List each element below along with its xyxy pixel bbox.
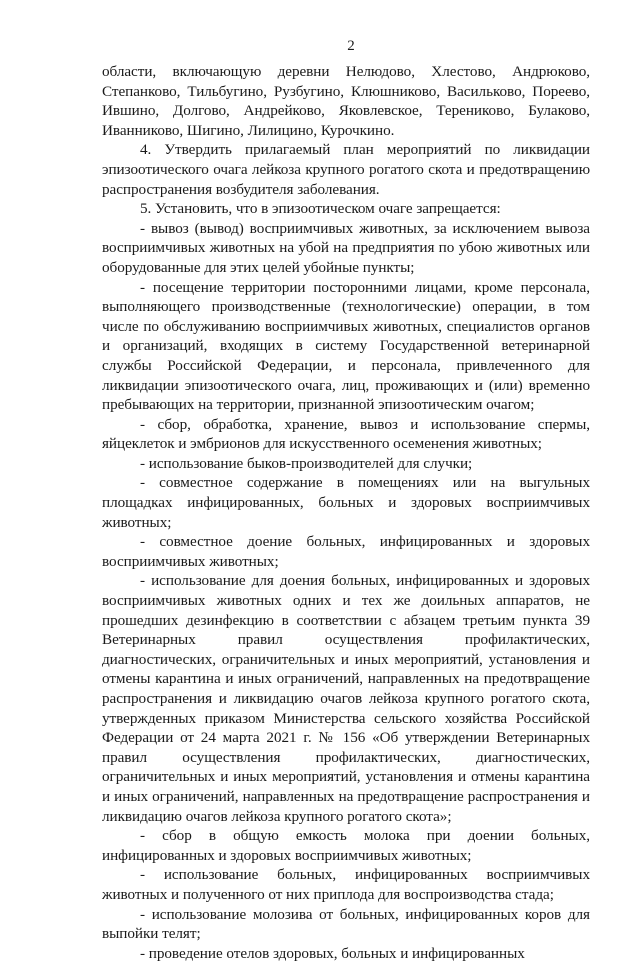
- paragraph-2: 4. Утвердить прилагаемый план мероприятий по ликвидации эпизоотического очага лейкоза крупного рогатого скота и предотвращению распространения возбудителя заболевания.: [102, 141, 590, 198]
- paragraph-1: области, включающую деревни Нелюдово, Хлестово, Андрюково, Степанково, Тильбугино, Рузбугино, Клюшниково, Васильково, Пореево, Ившино, Долгово, Андрейково, Яковлевское, Терениково, Булаково, Иванниково, Шигино, Лилицино, Курочкино.: [102, 63, 590, 139]
- page-number: 2: [347, 38, 355, 54]
- paragraph-13: - использование молозива от больных, инфицированных коров для выпойки телят;: [102, 905, 590, 943]
- paragraph-5: - посещение территории посторонними лицами, кроме персонала, выполняющего производственные (технологические) операции, в том числе по обслуживанию восприимчивых животных, специалистов органов и организаций, входящих в систему Государственной ветеринарной службы Российской Федерации, и персонала, привлеченного для ликвидации эпизоотического очага, лиц, проживающих и (или) временно пребывающих на территории, признанной эпизоотическим очагом;: [102, 278, 590, 414]
- paragraph-14: - проведение отелов здоровых, больных и инфицированных: [140, 944, 525, 962]
- paragraph-11: - сбор в общую емкость молока при доении больных, инфицированных и здоровых восприимчивых животных;: [102, 827, 590, 864]
- scan-artifact-stamp: [84, 815, 174, 843]
- paragraph-8: - совместное содержание в помещениях или на выгульных площадках инфицированных, больных и здоровых восприимчивых животных;: [102, 474, 590, 531]
- paragraph-9: - совместное доение больных, инфицированных и здоровых восприимчивых животных;: [102, 533, 590, 570]
- paragraph-12: - использование больных, инфицированных восприимчивых животных и полученного от них приплода для воспроизводства стада;: [102, 866, 590, 903]
- document-body: [102, 62, 590, 963]
- paragraph-3: 5. Установить, что в эпизоотическом очаге запрещается:: [140, 200, 501, 218]
- paragraph-7: - использование быков-производителей для случки;: [140, 454, 473, 472]
- paragraph-6: - сбор, обработка, хранение, вывоз и использование спермы, яйцеклеток и эмбрионов для искусственного осеменения животных;: [102, 415, 590, 453]
- paragraph-4: - вывоз (вывод) восприимчивых животных, за исключением вывоза восприимчивых животных на убой на предприятия по убою животных или оборудованные для этих целей убойные пункты;: [102, 219, 590, 276]
- paragraph-10: - использование для доения больных, инфицированных и здоровых восприимчивых животных одних и тех же доильных аппаратов, не прошедших дезинфекцию в соответствии с абзацем третьим пункта 39 Ветеринарных правил осуществления профилактических, диагностических, ограничительных и иных мероприятий, установления и отмены карантина и иных ограничений, направленных на предотвращение распространения и ликвидацию очагов лейкоза крупного рогатого скота, утвержденных приказом Министерства сельского хозяйства Российской Федерации от 24 марта 2021 г. № 156 «Об утверждении Ветеринарных правил осуществления профилактических, диагностических, ограничительных и иных мероприятий, установления и отмены карантина и иных ограничений, направленных на предотвращение распространения и ликвидацию очагов лейкоза крупного рогатого скота»;: [102, 572, 590, 825]
